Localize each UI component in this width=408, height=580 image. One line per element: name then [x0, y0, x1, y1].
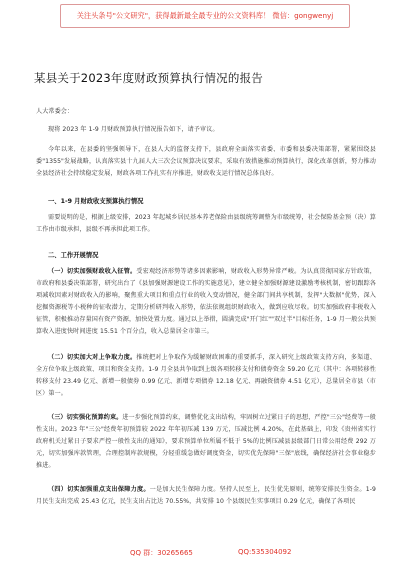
note-paragraph: 需要说明的是，根据上级安排，2023 年起城乡居民基本养老保险由县级统筹调整为市级统筹，社会保险基金预（决）算工作由市级承担，县级不再承担此项工作。 [36, 214, 376, 234]
item-3-paragraph [36, 412, 376, 472]
item-1-heading: （一）切实加强财政收入征管。 [48, 268, 137, 275]
footer-qq-group: QQ 群：30265665 [130, 549, 193, 557]
footer [0, 548, 408, 564]
item-4-paragraph [36, 484, 376, 508]
item-1-body: 受宏观经济形势等诸多因素影响，财政收入形势异常严峻。为认真贯彻国家方针政策，市政府和县委决策部署，研究出台了《县加强财源建设工作的实施意见》，建立健全加强财源建设激励考核机制，密切跟踪各项减收因素对财政收入的影响，聚焦重大项目和重点行业的收入变动情况，健全部门间共享机制，发挥"大数据"优势，深入挖掘资源税等小税种的征收潜力，定期分析研判收入形势，依法依规组织财政收入，做到应收尽收。切实加强政府非税收入征管，积极推动存量国有资产资源，加快处置力度。通过以上举措，圆满完成"开门红""双过半"目标任务，1-9 月一般公共预算收入进度快时间进度 15.51 个百分点，收入总量居全市第三。 [36, 268, 376, 336]
item-2-paragraph [36, 352, 376, 400]
page-title: 某县关于2023年度财政预算执行情况的报告 [34, 71, 263, 85]
overview-paragraph: 今年以来，在县委的坚强领导下，在县人大的监督支持下，县政府全面落实省委、市委和县委决策部署，紧紧围绕县委"1355"发展战略，认真落实县十九届人大三次会议预算决议要求，采取有效措施推动预算执行，深化改革创新，努力推动全县经济社会持续稳定发展，财政各项工作扎实有序推进，财政收支运行情况总体良好。 [36, 146, 376, 178]
item-1-paragraph [36, 266, 376, 338]
section-heading-2: 二、工作开展情况 [48, 252, 99, 259]
intro-paragraph: 现将 2023 年 1-9 月财政预算执行情况报告如下，请予审议。 [48, 126, 219, 133]
item-3-heading: （三）切实强化预算约束。 [48, 414, 123, 421]
item-4-heading: （四）切实加强重点支出保障力度。 [48, 486, 150, 493]
section-heading-1: 一、1-9 月财政收支预算执行情况 [48, 198, 144, 205]
item-3-body: 进一步强化预算约束，调整优化支出结构，牢固树立过紧日子的思想，严控"三公"经费等一般性支出。2023 年"三公"经费年初预算较 2022 年年初压减 139 万元，压减比例 4.20%，在此基础上，印发《贵州省实行政府机关过紧日子要求严控一般性支出的通知》，要求预算单位所属不低于 5%的比例压减县县级部门日常公用经费 292 万元，切实加强库款管理，合理控制库款规模，分轻重缓急做好调度资金，切实优先保障"三保"底线，确保经济社会事业稳步推进。 [36, 414, 376, 470]
salutation: 人大常委会： [36, 108, 74, 115]
promo-banner: 关注头条号"公文研究"，获得最新最全最专业的公文资料库！ 微信：gongwenyj [60, 4, 350, 28]
item-2-heading: （二）切实加大对上争取力度。 [48, 354, 137, 361]
item-2-body: 推统把对上争取作为缓解财政困难的重要抓手，深入研究上级政策支持方向，多渠道、全方位争取上级政策、项目和资金支持。1-9 月全县共争取到上级各项转移支付和债券资金 59.20 亿元（其中：各项转移性转移支付 23.49 亿元、新增一般债券 0.99 亿元、新增专项债券 12.18 亿元、再融资债券 4.51 亿元），总量居全市县（市区）第一。 [36, 354, 376, 398]
footer-qq: QQ:535304092 [238, 548, 292, 556]
item-4-body: 一是加大民生保障力度。坚持人民至上，民生优先原则，统筹安排民生资金。1-9 月民生支出完成 25.43 亿元，民生支出占比达 70.55%，共安排 10 个县级民生实事项目 0.29 亿元，确保了各项民 [36, 486, 376, 506]
